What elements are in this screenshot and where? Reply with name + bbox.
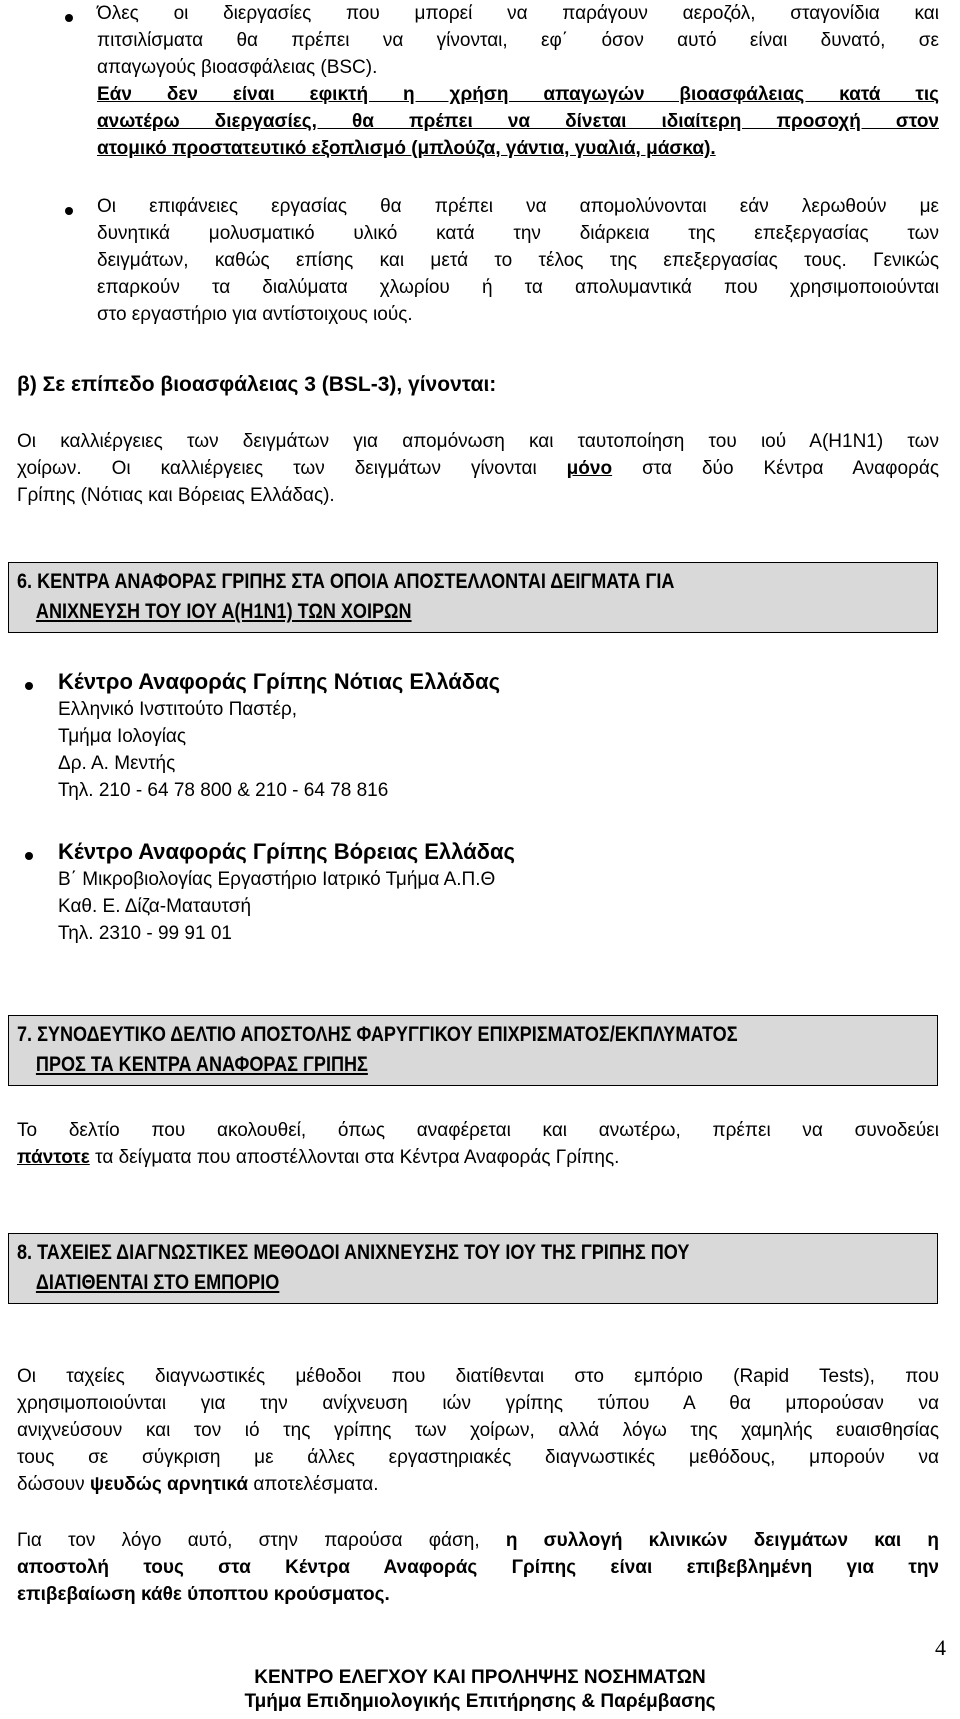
heading-line: 7. ΣΥΝΟΔΕΥΤΙΚΟ ΔΕΛΤΙΟ ΑΠΟΣΤΟΛΗΣ ΦΑΡΥΓΓΙΚΟΥ ΕΠΙΧΡΙΣΜΑΤΟΣ/ΕΚΠΛΥΜΑΤΟΣ <box>17 1023 738 1046</box>
center-line: Τηλ. 2310 - 99 91 01 <box>58 923 232 944</box>
text-segment: αποτελέσματα. <box>253 1474 379 1495</box>
text-segment: χοίρων. Οι καλλιέργειες των δειγμάτων γίνονται <box>17 458 537 479</box>
center-title: Κέντρο Αναφοράς Γρίπης Βόρειας Ελλάδας <box>58 839 515 864</box>
text-line: ατομικό προστατευτικό εξοπλισμό (μπλούζα, γάντια, γυαλιά, μάσκα). <box>97 138 716 159</box>
text-line: ανιχνεύσουν και τον ιό της γρίπης των χοίρων, αλλά λόγω της χαμηλής ευαισθησίας <box>17 1420 939 1441</box>
text-line: επιβεβαίωση κάθε ύποπτου κρούσματος. <box>17 1584 390 1605</box>
section-8-paragraph-2 <box>17 1527 939 1608</box>
text-line <box>17 1471 939 1498</box>
bullet-icon <box>25 852 33 860</box>
center-line: Δρ. Α. Μεντής <box>58 753 176 774</box>
text-line: δυνητικά μολυσματικό υλικό κατά την διάρκεια της επεξεργασίας των <box>97 223 939 244</box>
text-line <box>17 1527 939 1554</box>
text-line: δειγμάτων, καθώς επίσης και μετά το τέλος της επεξεργασίας τους. Γενικώς <box>97 250 939 271</box>
page-number: 4 <box>935 1635 946 1660</box>
text-line: Γρίπης (Νότιας και Βόρειας Ελλάδας). <box>17 485 335 506</box>
text-line <box>17 1144 939 1171</box>
center-line: Β΄ Μικροβιολογίας Εργαστήριο Ιατρικό Τμήμα Α.Π.Θ <box>58 869 496 890</box>
text-line <box>17 455 939 482</box>
text-line: Το δελτίο που ακολουθεί, όπως αναφέρεται και ανωτέρω, πρέπει να συνοδεύει <box>17 1120 939 1141</box>
section-7-paragraph <box>17 1117 939 1171</box>
center-line: Τμήμα Ιολογίας <box>58 726 187 747</box>
reference-center-north <box>58 838 515 947</box>
footer-department: Τμήμα Επιδημιολογικής Επιτήρησης & Παρέμβασης <box>244 1691 716 1712</box>
center-line: Τηλ. 210 - 64 78 800 & 210 - 64 78 816 <box>58 780 389 801</box>
bullet-icon <box>65 207 73 215</box>
section-b-heading: β) Σε επίπεδο βιοασφάλειας 3 (BSL-3), γίνονται: <box>17 373 497 396</box>
center-title: Κέντρο Αναφοράς Γρίπης Νότιας Ελλάδας <box>58 669 501 694</box>
text-line: Όλες οι διεργασίες που μπορεί να παράγουν αεροζόλ, σταγονίδια και <box>97 3 939 24</box>
text-line: Εάν δεν είναι εφικτή η χρήση απαγωγών βιοασφάλειας κατά τις <box>97 84 939 105</box>
heading-line: ΔΙΑΤΙΘΕΝΤΑΙ ΣΤΟ ΕΜΠΟΡΙΟ <box>35 1271 280 1294</box>
center-line: Ελληνικό Ινστιτούτο Παστέρ, <box>58 699 298 720</box>
emphasis-text: μόνο <box>566 458 613 479</box>
reference-center-south <box>58 668 500 804</box>
text-segment: στα δύο Κέντρα Αναφοράς <box>642 458 940 479</box>
bullet-item-aerosols <box>97 0 939 162</box>
footer <box>180 1666 780 1714</box>
section-8-heading <box>17 1238 689 1298</box>
text-line: ανωτέρω διεργασίες, θα πρέπει να δίνεται ιδιαίτερη προσοχή στον <box>97 111 939 132</box>
section-7-heading <box>17 1020 738 1080</box>
bullet-icon <box>65 14 73 22</box>
heading-line: 8. ΤΑΧΕΙΕΣ ΔΙΑΓΝΩΣΤΙΚΕΣ ΜΕΘΟΔΟΙ ΑΝΙΧΝΕΥΣΗΣ ΤΟΥ ΙΟΥ ΤΗΣ ΓΡΙΠΗΣ ΠΟΥ <box>17 1241 690 1264</box>
section-8-paragraph-1 <box>17 1363 939 1498</box>
text-line: τους σε σύγκριση με άλλες εργαστηριακές διαγνωστικές μεθόδους, μπορούν να <box>17 1447 939 1468</box>
heading-line: 6. ΚΕΝΤΡΑ ΑΝΑΦΟΡΑΣ ΓΡΙΠΗΣ ΣΤΑ ΟΠΟΙΑ ΑΠΟΣΤΕΛΛΟΝΤΑΙ ΔΕΙΓΜΑΤΑ ΓΙΑ <box>17 570 675 593</box>
section-b-paragraph <box>17 428 939 509</box>
text-line: πιτσιλίσματα θα πρέπει να γίνονται, εφ΄ όσον αυτό είναι δυνατό, σε <box>97 30 939 51</box>
heading-line: ΑΝΙΧΝΕΥΣΗ ΤΟΥ ΙΟΥ Α(Η1Ν1) ΤΩΝ ΧΟΙΡΩΝ <box>35 600 412 623</box>
emphasis-text: πάντοτε <box>17 1147 90 1168</box>
text-line: στο εργαστήριο για αντίστοιχους ιούς. <box>97 304 413 325</box>
text-line: Οι επιφάνειες εργασίας θα πρέπει να απομολύνονται εάν λερωθούν με <box>97 196 939 217</box>
section-6-heading <box>17 567 674 627</box>
text-segment: δώσουν <box>17 1474 85 1495</box>
emphasis-text: η συλλογή κλινικών δειγμάτων και η <box>505 1530 939 1551</box>
text-line: Οι καλλιέργειες των δειγμάτων για απομόνωση και ταυτοποίηση του ιού Α(Η1Ν1) των <box>17 431 939 452</box>
bullet-icon <box>25 682 33 690</box>
bullet-item-surfaces <box>97 193 939 328</box>
text-line: επαρκούν τα διαλύματα χλωρίου ή τα απολυμαντικά που χρησιμοποιούνται <box>97 277 939 298</box>
heading-line: ΠΡΟΣ ΤΑ ΚΕΝΤΡΑ ΑΝΑΦΟΡΑΣ ΓΡΙΠΗΣ <box>35 1053 368 1076</box>
text-segment: Για τον λόγο αυτό, στην παρούσα φάση, <box>17 1530 480 1551</box>
footer-organization: ΚΕΝΤΡΟ ΕΛΕΓΧΟΥ ΚΑΙ ΠΡΟΛΗΨΗΣ ΝΟΣΗΜΑΤΩΝ <box>254 1667 706 1688</box>
text-segment: τα δείγματα που αποστέλλονται στα Κέντρα Αναφοράς Γρίπης. <box>95 1147 620 1168</box>
text-line: χρησιμοποιούνται για την ανίχνευση ιών γρίπης τύπου Α θα μπορούσαν να <box>17 1393 939 1414</box>
text-line: απαγωγούς βιοασφάλειας (BSC). <box>97 57 378 78</box>
emphasis-text: ψευδώς αρνητικά <box>89 1474 249 1495</box>
text-line: αποστολή τους στα Κέντρα Αναφοράς Γρίπης είναι επιβεβλημένη για την <box>17 1557 939 1578</box>
text-line: Οι ταχείες διαγνωστικές μέθοδοι που διατίθενται στο εμπόριο (Rapid Tests), που <box>17 1366 939 1387</box>
center-line: Καθ. Ε. Δίζα-Ματαυτσή <box>58 896 252 917</box>
